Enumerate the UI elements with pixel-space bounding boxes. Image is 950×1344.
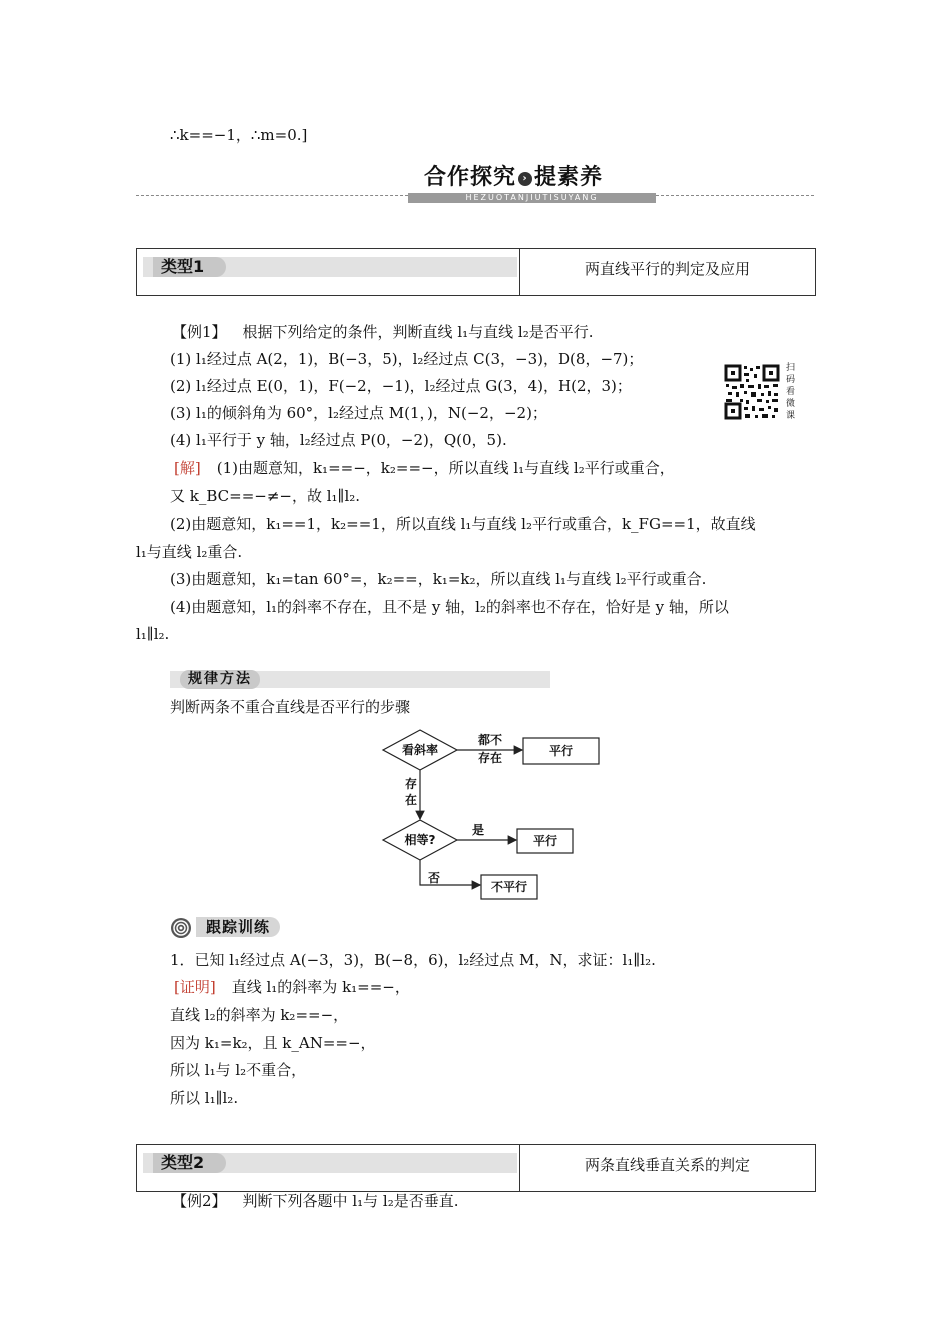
svg-text:都不: 都不 <box>477 733 503 747</box>
proof-line-3: 因为 k₁=k₂，且 k_AN==−， <box>170 1034 376 1052</box>
solution1-line-7: l₁∥l₂. <box>136 625 170 643</box>
flow-diamond-slope-label: 看斜率 <box>401 743 439 757</box>
proof-line-4: 所以 l₁与 l₂不重合， <box>170 1061 307 1079</box>
type1-box <box>136 248 816 296</box>
banner-title-left: 合作探究 <box>424 165 517 190</box>
tracking-problem: 1．已知 l₁经过点 A(−3，3)，B(−8，6)，l₂经过点 M，N，求证：l₁∥l₂. <box>170 951 656 969</box>
solution1-line-3: (2)由题意知，k₁==1，k₂==1，所以直线 l₁与直线 l₂平行或重合，k_FG==1，故直线 <box>170 515 756 533</box>
qr-caption: 扫 码 看 微 课 <box>786 363 796 421</box>
solution1-line-1: [解] (1)由题意知，k₁==−，k₂==−，所以直线 l₁与直线 l₂平行或重合， <box>174 459 675 477</box>
type1-title: 两直线平行的判定及应用 <box>584 260 750 278</box>
proof-tag: [证明] <box>174 978 216 996</box>
top-conclusion: ∴k==−1，∴m=0.] <box>170 126 308 144</box>
example1-label: 【例1】 <box>172 323 227 341</box>
qr-code-icon[interactable] <box>724 364 780 420</box>
svg-text:存在: 存在 <box>477 751 503 765</box>
type2-box <box>136 1144 816 1192</box>
target-icon <box>170 917 192 939</box>
example2-text: 判断下列各题中 l₁与 l₂是否垂直. <box>242 1192 459 1210</box>
flow-box-parallel-2-label: 平行 <box>532 834 558 848</box>
solution1-line-6: (4)由题意知，l₁的斜率不存在，且不是 y 轴，l₂的斜率也不存在，恰好是 y 轴，所以 <box>170 598 729 616</box>
example1-heading <box>170 321 593 343</box>
solution1-line-4: l₁与直线 l₂重合. <box>136 543 243 561</box>
flow-edge-yes-label: 是 <box>471 823 485 837</box>
banner-title <box>424 160 603 191</box>
type2-label: 类型2 <box>153 1153 226 1173</box>
solution1-line-5: (3)由题意知，k₁=tan 60°=，k₂==，k₁=k₂，所以直线 l₁与直线 l₂平行或重合. <box>170 570 707 588</box>
solution1-line-2: 又 k_BC==−≠−，故 l₁∥l₂. <box>170 487 361 505</box>
example2-label: 【例2】 <box>172 1192 227 1210</box>
example1-item-3: (3) l₁的倾斜角为 60°，l₂经过点 M(1，)，N(−2，−2)； <box>170 404 547 422</box>
type2-tab <box>143 1153 517 1173</box>
flowchart <box>370 720 620 910</box>
flow-diamond-equal-label: 相等? <box>404 833 436 847</box>
flow-edge-no-label: 否 <box>427 871 441 885</box>
method-heading: 判断两条不重合直线是否平行的步骤 <box>170 698 411 716</box>
banner-subtitle: HEZUOTANJIUTISUYANG <box>408 193 656 203</box>
svg-text:存: 存 <box>404 777 418 791</box>
example1-item-2: (2) l₁经过点 E(0，1)，F(−2，−1)，l₂经过点 G(3，4)，H(2，3)； <box>170 377 632 395</box>
banner-arrow-icon: › <box>518 172 532 186</box>
flow-box-not-parallel-label: 不平行 <box>490 880 528 894</box>
example1-intro: 根据下列给定的条件，判断直线 l₁与直线 l₂是否平行. <box>242 323 594 341</box>
banner-title-right: 提素养 <box>534 165 604 190</box>
type2-title: 两条直线垂直关系的判定 <box>584 1156 750 1174</box>
type1-tab <box>143 257 517 277</box>
banner-dash-right <box>656 195 814 196</box>
type1-label: 类型1 <box>153 257 226 277</box>
example2-heading <box>170 1190 458 1212</box>
example1-item-1: (1) l₁经过点 A(2，1)，B(−3，5)，l₂经过点 C(3，−3)，D(8，−7)； <box>170 350 644 368</box>
solution-tag: [解] <box>174 459 201 477</box>
example1-item-4: (4) l₁平行于 y 轴，l₂经过点 P(0，−2)，Q(0，5). <box>170 431 507 449</box>
method-label: 规律方法 <box>180 670 260 689</box>
svg-text:在: 在 <box>404 793 418 807</box>
method-bar <box>170 671 550 688</box>
banner-dash-left <box>136 195 408 196</box>
flow-box-parallel-1-label: 平行 <box>548 744 574 758</box>
proof-line-1: [证明] 直线 l₁的斜率为 k₁==−， <box>174 978 410 996</box>
proof-line-2: 直线 l₂的斜率为 k₂==−， <box>170 1006 349 1024</box>
tracking-label: 跟踪训练 <box>196 917 280 937</box>
proof-line-5: 所以 l₁∥l₂. <box>170 1089 239 1107</box>
